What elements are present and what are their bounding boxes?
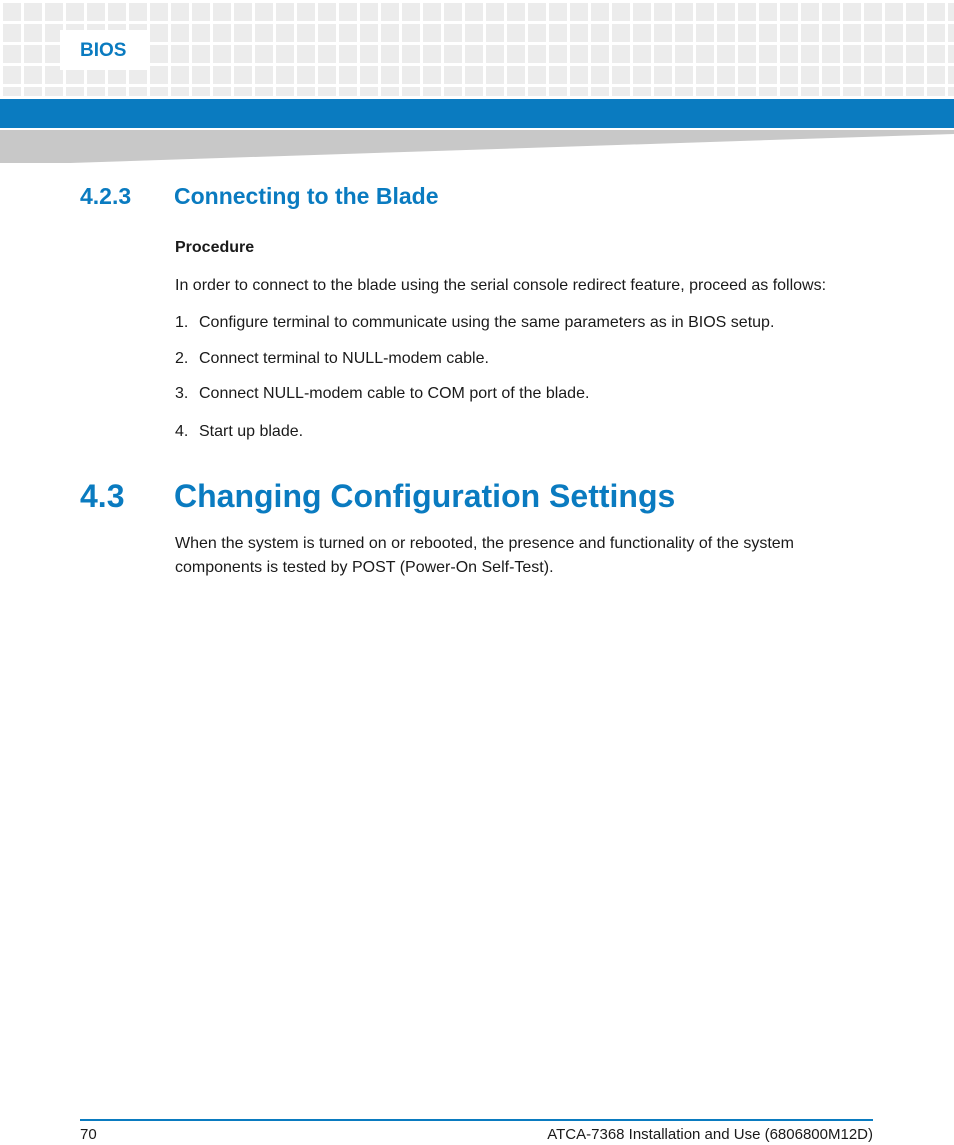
header-section-label: BIOS (80, 40, 127, 61)
page-number: 70 (80, 1126, 97, 1143)
list-item-text: Connect NULL-modem cable to COM port of the blade. (199, 385, 590, 402)
subsection-title: Connecting to the Blade (174, 183, 439, 209)
section-number: 4.3 (80, 478, 125, 514)
list-item (175, 420, 303, 444)
header-blue-bar (0, 99, 954, 128)
list-item-number: 1. (175, 314, 189, 331)
header-grey-wedge (0, 130, 954, 163)
list-item-text: Start up blade. (199, 423, 304, 440)
section-title: Changing Configuration Settings (174, 478, 676, 514)
section-paragraph: When the system is turned on or rebooted, the presence and functionality of the system components is tested by POST (Power-On Self-Test). (175, 535, 795, 576)
list-item-text: Connect terminal to NULL-modem cable. (199, 350, 489, 367)
intro-paragraph: In order to connect to the blade using the serial console redirect feature, proceed as follows: (175, 277, 827, 294)
list-item-number: 4. (175, 423, 189, 440)
subsection-heading (80, 183, 439, 210)
list-item-number: 2. (175, 350, 189, 367)
list-item-text: Configure terminal to communicate using the same parameters as in BIOS setup. (199, 314, 775, 331)
section-heading (80, 478, 675, 515)
subsection-number: 4.2.3 (80, 183, 132, 209)
list-item (175, 311, 774, 335)
list-item (175, 382, 589, 406)
footer-rule (80, 1119, 873, 1121)
list-item (175, 347, 489, 371)
footer-document-title: ATCA-7368 Installation and Use (6806800M12D) (547, 1126, 873, 1143)
list-item-number: 3. (175, 385, 189, 402)
procedure-label: Procedure (175, 239, 255, 256)
